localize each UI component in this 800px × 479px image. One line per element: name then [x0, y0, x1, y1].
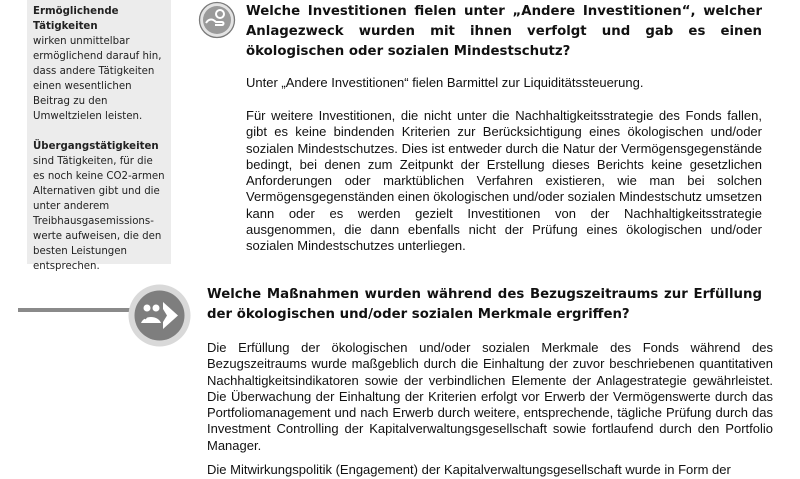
glossary-enabling [33, 4, 165, 124]
investment-coin-icon [198, 1, 236, 39]
enabling-term: Ermöglichende Tätigkeiten [33, 6, 119, 32]
section1-answer-2: Für weitere Investitionen, die nicht unter die Nachhaltigkeitsstrategie des Fonds fallen, gibt es keine bindenden Kriterien zur Berücksichtigung eines ökologischen und/oder sozialen Mindestschutzes. Dies ist entweder durch die Natur der Vermögensgegenstände bedingt, bei denen zum Zeitpunkt der Erstellung dieses Berichts keine gesetzlichen Anforderungen oder marktüblichen Verfahren existieren, wie man bei solchen Vermögensgegenständen einen ökologischen und/oder sozialen Mindestschutz umsetzen kann oder es werden gezielt Investitionen von der Nachhaltigkeitsstrategie ausgenommen, die dann ebenfalls nicht der Prüfung eines ökologischen und/oder sozialen Mindestschutzes unterliegen. [246, 108, 763, 254]
section2-answer-1: Die Erfüllung der ökologischen und/oder sozialen Merkmale des Fonds während des Bezugszeitraums wurde maßgeblich durch die Einhaltung der zuvor beschriebenen quantitativen Nachhaltigkeitsindikatoren sowie der verbindlichen Elemente der Anlagestrategie gewährleistet. Die Überwachung der Einhaltung der Kriterien erfolgt vor Erwerb der Vermögenswerte durch das Portfoliomanagement und nach Erwerb durch weitere, entsprechende, tägliche Prüfung durch das Investment Controlling der Kapitalverwaltungsgesellschaft sowie fortlaufend durch den Portfolio Manager. [207, 340, 773, 453]
glossary-transitional [33, 139, 165, 274]
enabling-text: wirken unmittelbar ermöglichend darauf hin, dass andere Tätigkeiten einen wesentlichen Beitrag zu den Umweltzielen leisten. [33, 36, 162, 122]
section1-question: Welche Investitionen fielen unter „Andere Investitionen“, welcher Anlagezweck wurden mit ihnen verfolgt und gab es einen ökologischen oder sozialen Mindestschutz? [246, 4, 762, 59]
transitional-text: sind Tätigkeiten, für die es noch keine CO2-armen Alternativen gibt und die unter anderem Treibhausgasemissions-werte aufweisen, die den besten Leistungen entsprechen. [33, 156, 165, 272]
section2-question: Welche Maßnahmen wurden während des Bezugszeitraums zur Erfüllung der ökologischen und/oder sozialen Merkmale ergriffen? [207, 287, 762, 322]
section1-answer-1: Unter „Andere Investitionen“ fielen Barmittel zur Liquiditätssteuerung. [246, 75, 644, 90]
glossary-sidebar [27, 0, 171, 272]
transitional-term: Übergangstätigkeiten [33, 141, 159, 152]
sustainability-arrow-icon [127, 283, 192, 348]
section2-answer-2: Die Mitwirkungspolitik (Engagement) der Kapitalverwaltungsgesellschaft wurde in Form der [207, 462, 731, 477]
